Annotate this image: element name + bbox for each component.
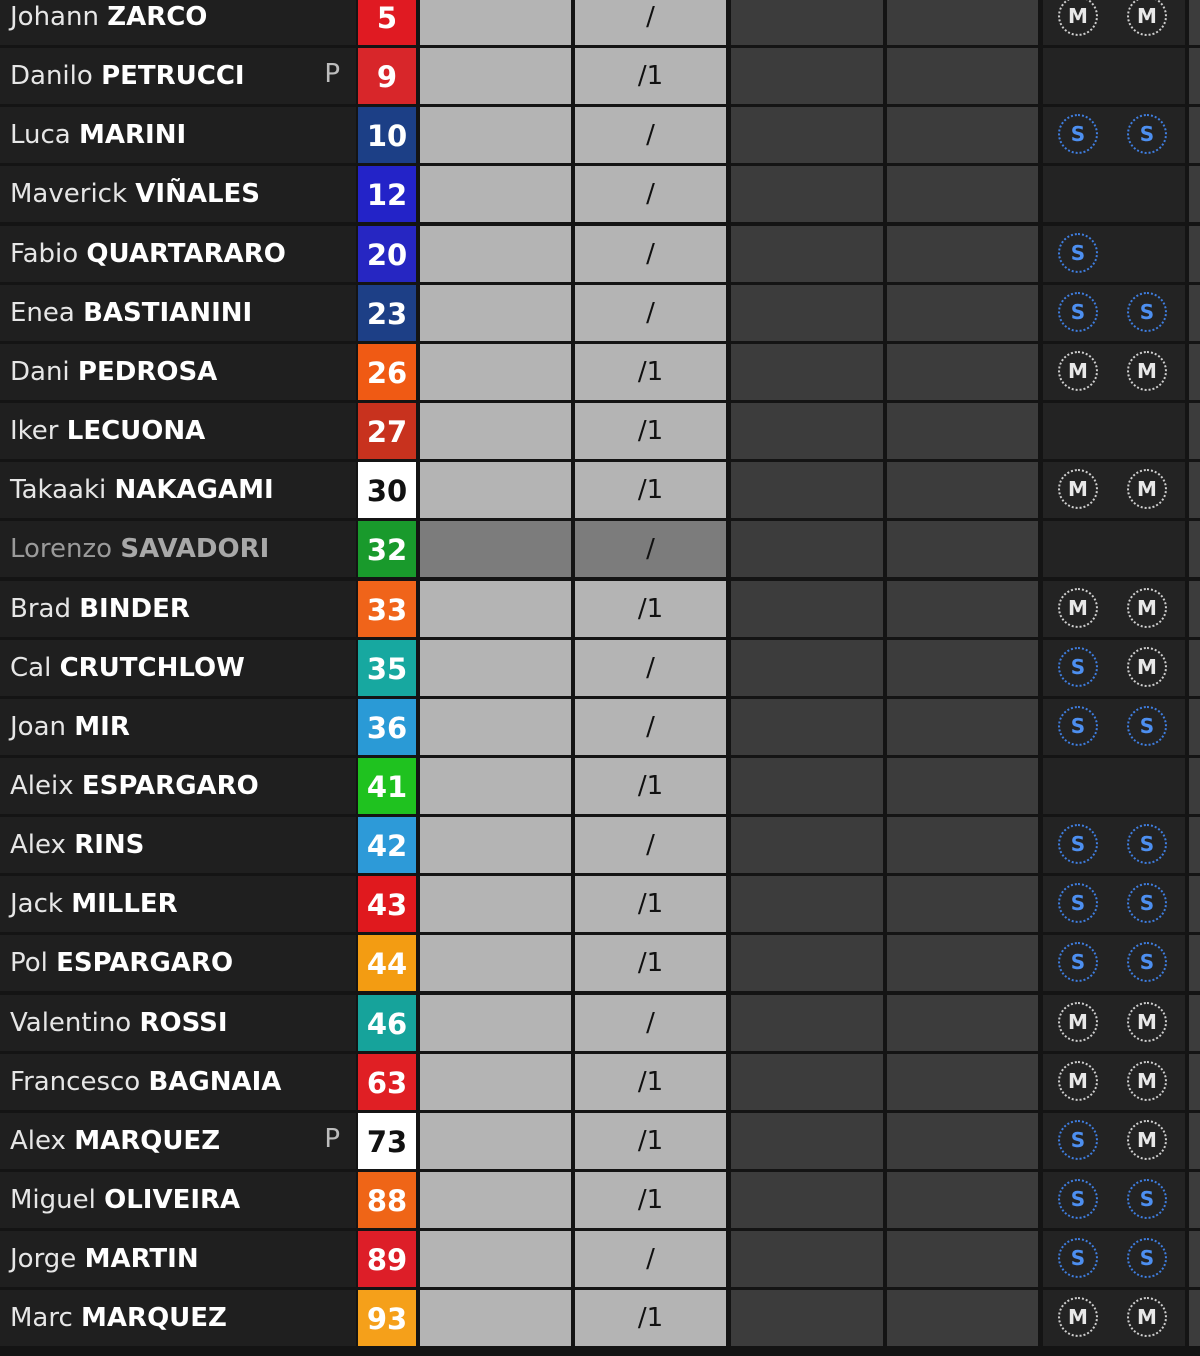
- rider-row[interactable]: [0, 1231, 1200, 1287]
- time-cell-3: [887, 344, 1038, 400]
- time-cell-3: [887, 462, 1038, 518]
- laps-cell: /: [575, 0, 726, 45]
- time-cell-2: [731, 1054, 883, 1110]
- rider-number: 36: [358, 699, 416, 755]
- soft-tire-icon: S: [1058, 233, 1098, 273]
- soft-tire-icon: S: [1127, 824, 1167, 864]
- time-cell-3: [887, 699, 1038, 755]
- rider-number: 73: [358, 1113, 416, 1169]
- rider-first-name: Luca: [10, 120, 71, 151]
- time-cell-1: [420, 581, 571, 637]
- soft-tire-icon: S: [1058, 292, 1098, 332]
- time-cell-1: [420, 699, 571, 755]
- rider-first-name: Danilo: [10, 61, 93, 92]
- time-cell-1: [420, 1290, 571, 1346]
- rider-last-name: OLIVEIRA: [104, 1185, 241, 1215]
- time-cell-2: [731, 758, 883, 814]
- laps-cell: /: [575, 640, 726, 696]
- rider-last-name: SAVADORI: [120, 534, 270, 565]
- rider-row[interactable]: [0, 48, 1200, 104]
- soft-tire-icon: S: [1127, 1179, 1167, 1219]
- rider-last-name: ESPARGARO: [56, 948, 234, 979]
- rider-row[interactable]: [0, 226, 1200, 282]
- time-cell-2: [731, 48, 883, 104]
- laps-cell: /1: [575, 1113, 726, 1169]
- rider-row[interactable]: [0, 640, 1200, 696]
- time-cell-2: [731, 1290, 883, 1346]
- rider-name: [0, 166, 356, 222]
- time-cell-3: [887, 1290, 1038, 1346]
- rider-name: [0, 0, 356, 45]
- time-cell-1: [420, 521, 571, 577]
- laps-cell: /1: [575, 876, 726, 932]
- rider-name: [0, 462, 356, 518]
- laps-cell: /1: [575, 935, 726, 991]
- time-cell-3: [887, 876, 1038, 932]
- rider-row[interactable]: [0, 995, 1200, 1051]
- rider-name: [0, 403, 356, 459]
- edge-cell: [1189, 462, 1200, 518]
- rider-name: [0, 1290, 356, 1346]
- rider-number: 20: [358, 226, 416, 282]
- rider-number: 30: [358, 462, 416, 518]
- time-cell-3: [887, 403, 1038, 459]
- rider-first-name: Francesco: [10, 1066, 141, 1097]
- time-cell-1: [420, 1113, 571, 1169]
- rider-last-name: BAGNAIA: [148, 1066, 282, 1097]
- time-cell-2: [731, 1172, 883, 1228]
- edge-cell: [1189, 285, 1200, 341]
- edge-cell: [1189, 344, 1200, 400]
- laps-cell: /: [575, 699, 726, 755]
- time-cell-2: [731, 876, 883, 932]
- soft-tire-icon: S: [1127, 114, 1167, 154]
- rider-number: 23: [358, 285, 416, 341]
- time-cell-2: [731, 699, 883, 755]
- medium-tire-icon: M: [1058, 1061, 1098, 1101]
- time-cell-1: [420, 1054, 571, 1110]
- time-cell-3: [887, 166, 1038, 222]
- laps-cell: /1: [575, 1290, 726, 1346]
- rider-last-name: NAKAGAMI: [114, 475, 274, 506]
- edge-cell: [1189, 226, 1200, 282]
- time-cell-2: [731, 581, 883, 637]
- rider-number: 27: [358, 403, 416, 459]
- rider-first-name: Cal: [10, 652, 52, 683]
- time-cell-3: [887, 995, 1038, 1051]
- time-cell-2: [731, 107, 883, 163]
- rider-last-name: BINDER: [79, 593, 190, 624]
- rider-name: [0, 344, 356, 400]
- laps-cell: /: [575, 285, 726, 341]
- tire-cell: [1043, 521, 1185, 577]
- time-cell-2: [731, 1231, 883, 1287]
- edge-cell: [1189, 107, 1200, 163]
- rider-last-name: MARTIN: [84, 1244, 199, 1275]
- rider-number: 41: [358, 758, 416, 814]
- rider-name: [0, 699, 356, 755]
- medium-tire-icon: M: [1058, 0, 1098, 36]
- rider-number: 9: [358, 48, 416, 104]
- rider-row[interactable]: [0, 285, 1200, 341]
- rider-last-name: ESPARGARO: [81, 770, 259, 801]
- rider-row[interactable]: [0, 1172, 1200, 1228]
- rider-name: [0, 1113, 356, 1169]
- rider-number: 89: [358, 1231, 416, 1287]
- laps-cell: /1: [575, 462, 726, 518]
- rider-name: [0, 521, 356, 577]
- time-cell-3: [887, 107, 1038, 163]
- edge-cell: [1189, 1172, 1200, 1228]
- time-cell-2: [731, 640, 883, 696]
- time-cell-2: [731, 0, 883, 45]
- time-cell-1: [420, 935, 571, 991]
- rider-last-name: MARINI: [79, 120, 187, 151]
- rider-row[interactable]: [0, 521, 1200, 577]
- tire-cell: [1043, 48, 1185, 104]
- time-cell-2: [731, 166, 883, 222]
- rider-number: 43: [358, 876, 416, 932]
- time-cell-2: [731, 285, 883, 341]
- time-cell-2: [731, 226, 883, 282]
- time-cell-3: [887, 48, 1038, 104]
- rider-row[interactable]: [0, 581, 1200, 637]
- rider-first-name: Enea: [10, 297, 75, 328]
- rider-first-name: Takaaki: [10, 475, 107, 506]
- rider-number: 10: [358, 107, 416, 163]
- rider-row[interactable]: [0, 699, 1200, 755]
- rider-last-name: CRUTCHLOW: [59, 652, 245, 683]
- time-cell-1: [420, 226, 571, 282]
- rider-number: 33: [358, 581, 416, 637]
- soft-tire-icon: S: [1058, 1238, 1098, 1278]
- soft-tire-icon: S: [1127, 942, 1167, 982]
- time-cell-3: [887, 1054, 1038, 1110]
- rider-first-name: Miguel: [10, 1185, 96, 1215]
- soft-tire-icon: S: [1127, 1238, 1167, 1278]
- time-cell-2: [731, 403, 883, 459]
- rider-name: [0, 581, 356, 637]
- medium-tire-icon: M: [1058, 1002, 1098, 1042]
- rider-row[interactable]: [0, 107, 1200, 163]
- time-cell-3: [887, 581, 1038, 637]
- rider-name: [0, 107, 356, 163]
- medium-tire-icon: M: [1058, 351, 1098, 391]
- medium-tire-icon: M: [1058, 469, 1098, 509]
- medium-tire-icon: M: [1127, 588, 1167, 628]
- rider-number: 44: [358, 935, 416, 991]
- medium-tire-icon: M: [1127, 1002, 1167, 1042]
- time-cell-1: [420, 876, 571, 932]
- time-cell-1: [420, 995, 571, 1051]
- edge-cell: [1189, 0, 1200, 45]
- medium-tire-icon: M: [1127, 1297, 1167, 1337]
- rider-name: [0, 226, 356, 282]
- rider-name: [0, 1054, 356, 1110]
- rider-number: 26: [358, 344, 416, 400]
- edge-cell: [1189, 1231, 1200, 1287]
- rider-number: 88: [358, 1172, 416, 1228]
- time-cell-3: [887, 935, 1038, 991]
- edge-cell: [1189, 699, 1200, 755]
- medium-tire-icon: M: [1127, 469, 1167, 509]
- soft-tire-icon: S: [1058, 1179, 1098, 1219]
- rider-name: [0, 935, 356, 991]
- rider-first-name: Lorenzo: [10, 534, 113, 565]
- laps-cell: /1: [575, 48, 726, 104]
- soft-tire-icon: S: [1058, 883, 1098, 923]
- medium-tire-icon: M: [1127, 1120, 1167, 1160]
- time-cell-1: [420, 817, 571, 873]
- rider-first-name: Joan: [10, 711, 66, 742]
- rider-row[interactable]: [0, 344, 1200, 400]
- time-cell-2: [731, 995, 883, 1051]
- time-cell-1: [420, 640, 571, 696]
- rider-row[interactable]: [0, 1113, 1200, 1169]
- rider-flag: P: [324, 1123, 340, 1154]
- time-cell-1: [420, 758, 571, 814]
- rider-last-name: MILLER: [71, 889, 178, 920]
- rider-last-name: MARQUEZ: [74, 1125, 221, 1156]
- laps-cell: /: [575, 995, 726, 1051]
- time-cell-3: [887, 758, 1038, 814]
- time-cell-1: [420, 48, 571, 104]
- rider-first-name: Brad: [10, 593, 71, 624]
- rider-row[interactable]: [0, 166, 1200, 222]
- rider-last-name: ROSSI: [139, 1007, 228, 1038]
- rider-first-name: Alex: [10, 830, 66, 861]
- laps-cell: /: [575, 166, 726, 222]
- rider-name: [0, 995, 356, 1051]
- rider-name: [0, 48, 356, 104]
- rider-row[interactable]: [0, 0, 1200, 45]
- rider-first-name: Jorge: [10, 1244, 77, 1275]
- soft-tire-icon: S: [1127, 883, 1167, 923]
- rider-first-name: Alex: [10, 1125, 66, 1156]
- rider-name: [0, 817, 356, 873]
- rider-row[interactable]: [0, 1290, 1200, 1346]
- rider-first-name: Maverick: [10, 179, 128, 210]
- soft-tire-icon: S: [1058, 706, 1098, 746]
- rider-first-name: Fabio: [10, 238, 79, 269]
- rider-first-name: Johann: [10, 2, 99, 32]
- rider-first-name: Marc: [10, 1303, 73, 1334]
- rider-first-name: Pol: [10, 948, 48, 979]
- rider-last-name: ZARCO: [107, 2, 208, 32]
- laps-cell: /1: [575, 344, 726, 400]
- laps-cell: /: [575, 107, 726, 163]
- edge-cell: [1189, 1290, 1200, 1346]
- time-cell-3: [887, 226, 1038, 282]
- rider-first-name: Valentino: [10, 1007, 132, 1038]
- rider-last-name: BASTIANINI: [83, 297, 253, 328]
- rider-last-name: QUARTARARO: [86, 238, 286, 269]
- rider-row[interactable]: [0, 876, 1200, 932]
- medium-tire-icon: M: [1058, 588, 1098, 628]
- laps-cell: /: [575, 817, 726, 873]
- rider-row[interactable]: [0, 1054, 1200, 1110]
- time-cell-1: [420, 285, 571, 341]
- rider-first-name: Iker: [10, 416, 59, 447]
- soft-tire-icon: S: [1058, 647, 1098, 687]
- rider-number: 5: [358, 0, 416, 45]
- rider-first-name: Jack: [10, 889, 63, 920]
- laps-cell: /: [575, 521, 726, 577]
- rider-last-name: LECUONA: [66, 416, 206, 447]
- edge-cell: [1189, 48, 1200, 104]
- soft-tire-icon: S: [1058, 824, 1098, 864]
- laps-cell: /1: [575, 403, 726, 459]
- medium-tire-icon: M: [1127, 1061, 1167, 1101]
- rider-name: [0, 285, 356, 341]
- rider-last-name: PEDROSA: [77, 356, 218, 387]
- laps-cell: /: [575, 1231, 726, 1287]
- soft-tire-icon: S: [1058, 1120, 1098, 1160]
- medium-tire-icon: M: [1127, 351, 1167, 391]
- laps-cell: /1: [575, 1054, 726, 1110]
- medium-tire-icon: M: [1127, 647, 1167, 687]
- edge-cell: [1189, 817, 1200, 873]
- rider-number: 42: [358, 817, 416, 873]
- rider-number: 35: [358, 640, 416, 696]
- time-cell-1: [420, 1231, 571, 1287]
- laps-cell: /: [575, 226, 726, 282]
- time-cell-1: [420, 344, 571, 400]
- edge-cell: [1189, 876, 1200, 932]
- rider-number: 46: [358, 995, 416, 1051]
- rider-number: 12: [358, 166, 416, 222]
- tire-cell: [1043, 166, 1185, 222]
- rider-name: [0, 1231, 356, 1287]
- rider-name: [0, 876, 356, 932]
- soft-tire-icon: S: [1127, 292, 1167, 332]
- rider-first-name: Aleix: [10, 770, 74, 801]
- edge-cell: [1189, 640, 1200, 696]
- time-cell-1: [420, 166, 571, 222]
- time-cell-3: [887, 1231, 1038, 1287]
- time-cell-3: [887, 521, 1038, 577]
- time-cell-3: [887, 285, 1038, 341]
- edge-cell: [1189, 521, 1200, 577]
- time-cell-2: [731, 935, 883, 991]
- time-cell-1: [420, 0, 571, 45]
- time-cell-1: [420, 107, 571, 163]
- rider-name: [0, 1172, 356, 1228]
- time-cell-1: [420, 403, 571, 459]
- time-cell-2: [731, 462, 883, 518]
- rider-last-name: RINS: [74, 830, 145, 861]
- soft-tire-icon: S: [1127, 706, 1167, 746]
- edge-cell: [1189, 1113, 1200, 1169]
- edge-cell: [1189, 758, 1200, 814]
- laps-cell: /1: [575, 1172, 726, 1228]
- time-cell-3: [887, 0, 1038, 45]
- laps-cell: /1: [575, 758, 726, 814]
- rider-number: 63: [358, 1054, 416, 1110]
- tire-cell: [1043, 403, 1185, 459]
- time-cell-2: [731, 817, 883, 873]
- time-cell-2: [731, 521, 883, 577]
- rider-last-name: VIÑALES: [135, 179, 261, 210]
- rider-last-name: MIR: [74, 711, 130, 742]
- rider-name: [0, 640, 356, 696]
- laps-cell: /1: [575, 581, 726, 637]
- soft-tire-icon: S: [1058, 114, 1098, 154]
- medium-tire-icon: M: [1127, 0, 1167, 36]
- time-cell-3: [887, 640, 1038, 696]
- rider-row[interactable]: [0, 935, 1200, 991]
- rider-row[interactable]: [0, 403, 1200, 459]
- rider-row[interactable]: [0, 758, 1200, 814]
- rider-number: 93: [358, 1290, 416, 1346]
- time-cell-1: [420, 1172, 571, 1228]
- rider-name: [0, 758, 356, 814]
- soft-tire-icon: S: [1058, 942, 1098, 982]
- rider-last-name: MARQUEZ: [81, 1303, 227, 1334]
- rider-flag: P: [324, 59, 340, 90]
- time-cell-1: [420, 462, 571, 518]
- time-cell-3: [887, 1113, 1038, 1169]
- time-cell-2: [731, 344, 883, 400]
- time-cell-2: [731, 1113, 883, 1169]
- rider-number: 32: [358, 521, 416, 577]
- edge-cell: [1189, 935, 1200, 991]
- edge-cell: [1189, 581, 1200, 637]
- rider-row[interactable]: [0, 462, 1200, 518]
- rider-row[interactable]: [0, 817, 1200, 873]
- time-cell-3: [887, 1172, 1038, 1228]
- edge-cell: [1189, 166, 1200, 222]
- medium-tire-icon: M: [1058, 1297, 1098, 1337]
- edge-cell: [1189, 403, 1200, 459]
- edge-cell: [1189, 1054, 1200, 1110]
- edge-cell: [1189, 995, 1200, 1051]
- rider-last-name: PETRUCCI: [101, 61, 245, 92]
- tire-cell: [1043, 758, 1185, 814]
- rider-first-name: Dani: [10, 356, 70, 387]
- time-cell-3: [887, 817, 1038, 873]
